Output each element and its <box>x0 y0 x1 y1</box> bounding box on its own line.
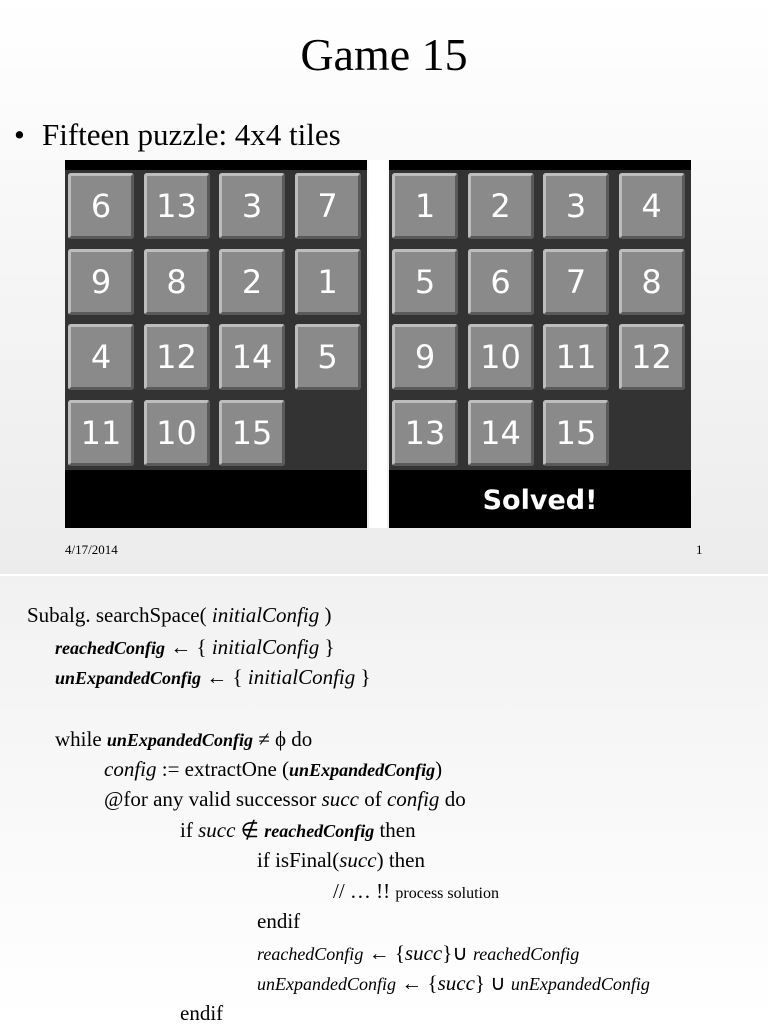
code-line-4 <box>55 724 312 755</box>
slide-title: Game 15 <box>300 29 468 80</box>
code-text: then <box>374 818 416 842</box>
code-text: if isFinal( <box>257 848 340 872</box>
code-text: ∉ <box>235 818 265 842</box>
code-var: config <box>104 757 157 781</box>
code-var: unExpandedConfig <box>257 974 396 994</box>
code-line-2 <box>55 632 335 663</box>
puzzle-tile: 13 <box>144 173 210 239</box>
code-line-1 <box>27 600 331 630</box>
puzzle-tile: 5 <box>392 249 458 315</box>
code-var: unExpandedConfig <box>106 730 253 750</box>
puzzle-tile: 8 <box>619 249 685 315</box>
bullet-item <box>14 116 341 154</box>
code-line-7 <box>180 815 416 846</box>
code-line-9 <box>333 876 499 909</box>
slide-date: 4/17/2014 <box>65 542 118 557</box>
puzzle-tile: 10 <box>468 324 534 390</box>
code-text: } <box>319 635 335 659</box>
code-text: ← { <box>165 635 212 659</box>
code-var: succ <box>321 787 359 811</box>
code-var: succ <box>437 971 475 995</box>
tile-grid <box>389 170 691 470</box>
code-var: reachedConfig <box>472 944 580 964</box>
bullet-glyph: • <box>14 117 25 152</box>
code-text: @for any valid successor <box>104 787 322 811</box>
code-text: := extractOne ( <box>156 757 290 781</box>
puzzle-tile: 15 <box>219 400 285 466</box>
code-text: ← { <box>363 941 405 965</box>
solved-status: Solved! <box>482 485 598 516</box>
code-text: ) <box>319 603 332 627</box>
code-line-12 <box>257 968 650 999</box>
puzzle-tile: 3 <box>219 173 285 239</box>
puzzle-tile: 14 <box>219 324 285 390</box>
code-var: succ <box>404 941 443 965</box>
code-line-10: endif <box>257 909 301 933</box>
puzzle-board-unsolved <box>65 160 367 528</box>
code-text: ← { <box>395 971 438 995</box>
code-text: ) <box>435 757 443 781</box>
code-text: ) then <box>376 848 425 872</box>
code-line-11 <box>257 938 579 969</box>
slide-number: 1 <box>696 542 703 557</box>
puzzle-tile: 4 <box>68 324 134 390</box>
puzzle-tile: 13 <box>392 400 458 466</box>
code-var: unExpandedConfig <box>289 760 436 780</box>
code-var: initialConfig <box>211 635 320 659</box>
puzzle-tile: 5 <box>295 324 361 390</box>
puzzle-tile: 9 <box>68 249 134 315</box>
code-text: of <box>358 787 387 811</box>
puzzle-tile: 14 <box>468 400 534 466</box>
puzzle-tile: 1 <box>295 249 361 315</box>
code-text: } ∪ <box>474 971 511 995</box>
slide-2 <box>0 576 768 1024</box>
code-text: Subalg. searchSpace( <box>27 603 212 627</box>
code-text: if <box>180 818 199 842</box>
board-separator <box>369 160 387 528</box>
code-text: do <box>439 787 466 811</box>
code-var: succ <box>339 848 377 872</box>
puzzle-tile: 2 <box>468 173 534 239</box>
code-line-8 <box>257 845 425 875</box>
puzzle-tile: 6 <box>468 249 534 315</box>
puzzle-tile: 12 <box>619 324 685 390</box>
puzzle-tile: 11 <box>68 400 134 466</box>
code-text: while <box>55 727 107 751</box>
tile-grid <box>65 170 367 470</box>
puzzle-tile: 1 <box>392 173 458 239</box>
puzzle-tile: 10 <box>144 400 210 466</box>
code-var: reachedConfig <box>55 638 165 658</box>
puzzle-tile: 6 <box>68 173 134 239</box>
puzzle-tile: 3 <box>543 173 609 239</box>
puzzle-tile: 12 <box>144 324 210 390</box>
code-line-13: endif <box>180 1001 224 1025</box>
board-status <box>65 470 367 528</box>
puzzle-board-solved <box>389 160 691 528</box>
puzzle-tile: 8 <box>144 249 210 315</box>
puzzle-tile: 4 <box>619 173 685 239</box>
puzzle-tile: 11 <box>543 324 609 390</box>
code-var: unExpandedConfig <box>510 974 650 994</box>
puzzle-tile: 7 <box>295 173 361 239</box>
puzzle-tile: 15 <box>543 400 609 466</box>
code-text: }∪ <box>442 941 473 965</box>
code-text: } <box>355 665 371 689</box>
code-var: reachedConfig <box>257 944 364 964</box>
code-var: initialConfig <box>211 603 320 627</box>
code-text: ← { <box>201 665 248 689</box>
puzzle-tile: 9 <box>392 324 458 390</box>
code-var: reachedConfig <box>264 821 375 841</box>
bullet-text: Fifteen puzzle: 4x4 tiles <box>42 117 341 152</box>
puzzle-tile: 7 <box>543 249 609 315</box>
code-var: unExpandedConfig <box>55 668 202 688</box>
code-var: succ <box>198 818 236 842</box>
code-text: ≠ ϕ do <box>252 727 313 751</box>
code-line-3 <box>55 662 371 693</box>
code-var: config <box>386 787 440 811</box>
code-comment: process solution <box>395 885 499 902</box>
code-text: // … !! <box>333 879 396 903</box>
code-line-6 <box>104 784 466 814</box>
code-line-5 <box>104 754 442 785</box>
puzzle-tile: 2 <box>219 249 285 315</box>
code-var: initialConfig <box>247 665 356 689</box>
